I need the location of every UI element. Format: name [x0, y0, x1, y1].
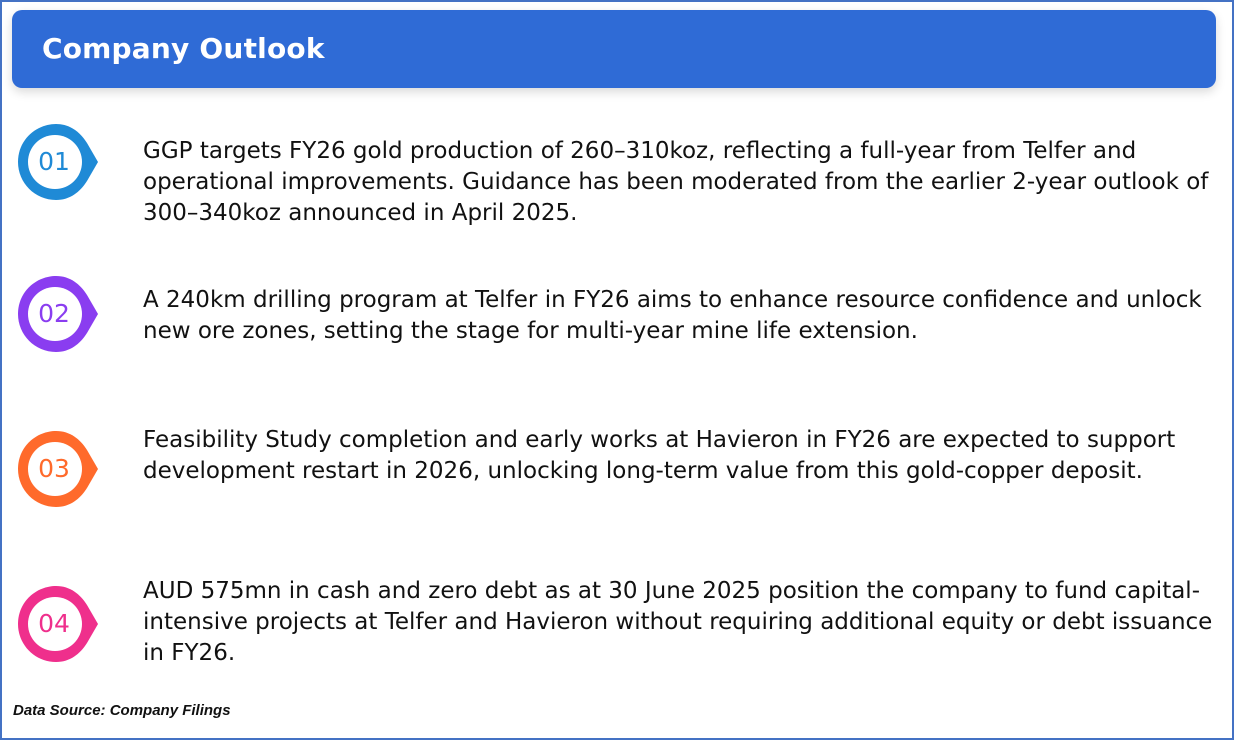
header-bar [12, 10, 1216, 88]
number-pin-icon [14, 582, 98, 666]
item-number: 01 [38, 147, 70, 176]
item-text: GGP targets FY26 gold production of 260–310koz, reflecting a full-year from Telfer and operational improvements. Guidance has been moderated from the earlier 2-year outlook of 300–340koz announced in April 2025. [143, 138, 1209, 226]
number-pin-icon [14, 272, 98, 356]
item-text: Feasibility Study completion and early works at Havieron in FY26 are expected to support development restart in 2026, unlocking long-term value from this gold-copper deposit. [143, 427, 1176, 484]
data-source-note: Data Source: Company Filings [13, 702, 231, 719]
number-pin-icon [14, 427, 98, 511]
number-pin-icon [14, 120, 98, 204]
item-number: 03 [38, 454, 70, 483]
item-number: 04 [38, 609, 70, 638]
item-number: 02 [38, 299, 70, 328]
item-text: AUD 575mn in cash and zero debt as at 30 June 2025 position the company to fund capital-intensive projects at Telfer and Havieron without requiring additional equity or debt issuance in FY26. [143, 578, 1213, 666]
page-title: Company Outlook [42, 32, 325, 65]
item-text: A 240km drilling program at Telfer in FY26 aims to enhance resource confidence and unlock new ore zones, setting the stage for multi-year mine life extension. [143, 287, 1202, 344]
